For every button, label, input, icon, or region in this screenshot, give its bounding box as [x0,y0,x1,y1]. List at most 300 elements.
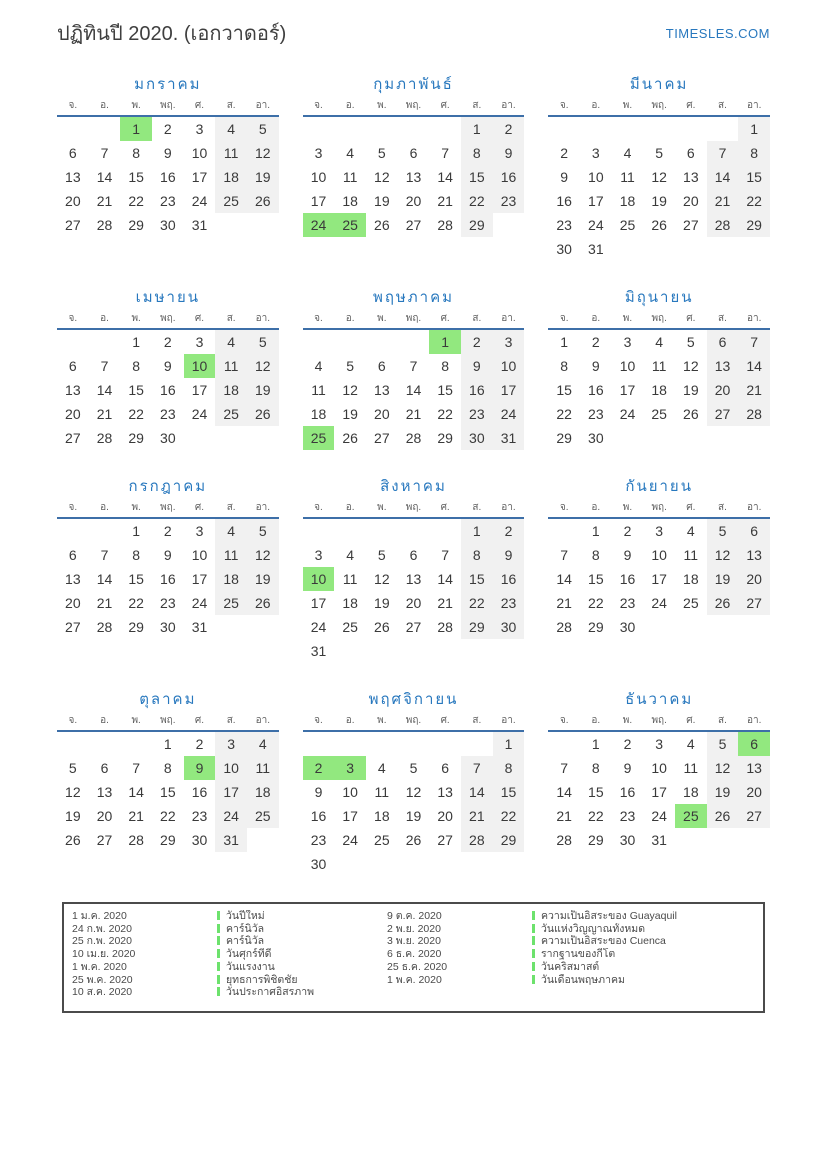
day-cell: 1 [132,334,141,350]
empty-cell [398,117,430,141]
day-cell: 12 [683,358,699,374]
day-cell: 22 [556,406,572,422]
day-cell: 10 [215,756,247,780]
day-cell: 26 [342,430,358,446]
day-cell: 16 [191,784,208,800]
weekday-label: อ. [345,502,355,513]
legend-color-bar [532,962,535,971]
weekday-label: ศ. [440,313,450,324]
empty-cell [334,519,366,543]
month-calendar [548,689,770,876]
legend-name [532,948,755,961]
legend-holiday-name: ความเป็นอิสระของ Cuenca [541,935,666,948]
day-cell: 18 [374,808,390,824]
day-cell: 12 [342,382,358,398]
empty-cell [89,330,121,354]
day-cell: 28 [461,828,493,852]
month-calendar [548,476,770,663]
day-cell: 15 [437,382,453,398]
day-cell: 19 [707,780,739,804]
holiday-day-cell: 1 [120,117,152,141]
empty-cell [429,117,461,141]
day-cell: 17 [588,193,604,209]
day-cell: 15 [160,784,176,800]
day-cell: 1 [738,117,770,141]
legend-holiday-name: วันประกาศอิสรภาพ [226,986,315,999]
day-cell: 24 [342,832,358,848]
day-cell: 17 [342,808,358,824]
day-cell: 20 [65,595,81,611]
day-cell: 1 [461,117,493,141]
day-cell: 11 [651,358,667,374]
day-cell: 27 [96,832,113,848]
weekday-label: ส. [472,715,482,726]
day-cell: 4 [623,145,632,161]
day-cell: 9 [623,547,632,563]
month-title: กรกฎาคม [128,478,208,495]
day-cell: 20 [374,406,390,422]
day-cell: 2 [591,334,600,350]
day-cell: 16 [493,165,525,189]
legend-color-bar [532,975,535,984]
day-cell: 17 [310,595,327,611]
empty-cell [303,117,335,141]
weekday-label: พฤ. [160,313,176,324]
weekday-label: อ. [345,100,355,111]
day-cell: 11 [247,756,279,780]
day-cell: 11 [620,169,635,185]
day-cell: 22 [461,591,493,615]
weekday-label: อ. [100,502,109,513]
day-cell: 6 [441,760,450,776]
day-cell: 12 [707,543,739,567]
day-cell: 8 [132,358,141,374]
day-cell: 17 [619,382,636,398]
day-cell: 25 [215,591,247,615]
day-cell: 23 [160,406,176,422]
day-cell: 20 [437,808,453,824]
day-cell: 16 [588,382,604,398]
weekday-label: พ. [131,715,141,726]
day-cell: 16 [461,378,493,402]
day-cell: 9 [314,784,323,800]
day-cell: 31 [588,241,604,257]
day-cell: 26 [65,832,81,848]
day-cell: 10 [191,547,208,563]
day-cell: 17 [651,571,667,587]
weekday-label: พฤ. [405,100,422,111]
day-cell: 16 [160,571,176,587]
empty-cell [366,519,398,543]
empty-cell [120,732,152,756]
day-cell: 18 [651,382,667,398]
month-calendar [57,689,279,876]
day-cell: 25 [215,402,247,426]
day-cell: 4 [346,547,355,563]
legend-holiday-name: วันปีใหม่ [226,910,265,922]
empty-cell [303,519,335,543]
day-cell: 26 [247,189,279,213]
day-cell: 29 [588,832,604,848]
empty-cell [89,519,121,543]
legend-name [532,923,755,936]
weekday-label: อา. [255,502,271,513]
weekday-label: อา. [746,502,762,513]
weekday-label: พ. [131,313,141,324]
day-cell: 27 [738,804,770,828]
day-cell: 10 [651,760,667,776]
day-cell: 17 [651,784,667,800]
weekday-label: ศ. [194,313,205,324]
day-cell: 21 [437,595,453,611]
day-cell: 3 [195,523,204,539]
day-cell: 21 [707,189,739,213]
day-cell: 5 [377,145,386,161]
empty-cell [57,519,89,543]
holiday-day-cell: 1 [429,330,461,354]
month-calendar [303,689,525,876]
day-cell: 10 [342,784,358,800]
day-cell: 18 [215,567,247,591]
days-grid [548,117,770,261]
day-cell: 18 [247,780,279,804]
day-cell: 22 [588,808,604,824]
day-cell: 17 [493,378,525,402]
day-cell: 8 [461,543,493,567]
month-calendar [57,476,279,663]
legend-name [532,974,755,987]
legend-name [217,961,387,974]
empty-cell [57,732,89,756]
empty-cell [707,117,739,141]
weekday-label: พฤ. [405,313,422,324]
weekday-label: พฤ. [160,715,176,726]
legend-holiday-name: รากฐานของกีโต [541,948,616,961]
day-cell: 2 [163,523,172,539]
day-cell: 24 [215,804,247,828]
weekday-row [57,312,279,330]
month-title: กุมภาพันธ์ [373,76,454,93]
day-cell: 31 [310,643,327,659]
holiday-day-cell: 24 [303,213,335,237]
empty-cell [612,117,644,141]
day-cell: 18 [619,193,636,209]
weekday-label: จ. [559,100,569,111]
day-cell: 9 [163,358,172,374]
day-cell: 12 [651,169,667,185]
day-cell: 8 [132,547,141,563]
day-cell: 2 [493,117,525,141]
day-cell: 23 [191,808,208,824]
day-cell: 29 [128,430,144,446]
day-cell: 12 [65,784,81,800]
day-cell: 2 [163,334,172,350]
legend-date: 25 พ.ค. 2020 [72,973,133,986]
day-cell: 23 [461,402,493,426]
day-cell: 21 [128,808,144,824]
day-cell: 20 [65,193,81,209]
day-cell: 5 [247,519,279,543]
day-cell: 9 [493,141,525,165]
legend-holiday-name: วันแรงงาน [226,960,275,973]
day-cell: 25 [651,406,667,422]
day-cell: 22 [461,189,493,213]
weekday-row [548,99,770,117]
day-cell: 21 [96,406,113,422]
day-cell: 27 [738,591,770,615]
weekday-label: จ. [314,100,323,111]
month-title: เมษายน [135,289,201,306]
day-cell: 23 [619,595,636,611]
legend-name [217,923,387,936]
day-cell: 13 [405,571,422,587]
day-cell: 23 [556,217,572,233]
day-cell: 22 [738,189,770,213]
legend-date: 1 ม.ค. 2020 [72,910,127,922]
day-cell: 8 [560,358,569,374]
day-cell: 7 [441,145,450,161]
month-calendar [548,287,770,450]
day-cell: 5 [346,358,355,374]
day-cell: 6 [707,330,739,354]
day-cell: 3 [314,547,323,563]
weekday-row [303,501,525,519]
empty-cell [398,330,430,354]
day-cell: 23 [493,591,525,615]
month-calendar [303,74,525,261]
empty-cell [398,519,430,543]
legend-holiday-name: วันคริสมาสต์ [541,960,600,973]
day-cell: 25 [342,619,358,635]
weekday-label: จ. [314,715,323,726]
day-cell: 18 [215,378,247,402]
day-cell: 20 [96,808,113,824]
day-cell: 1 [591,736,600,752]
day-cell: 3 [591,145,600,161]
day-cell: 12 [374,571,390,587]
day-cell: 28 [128,832,144,848]
day-cell: 19 [247,165,279,189]
legend-date: 2 พ.ย. 2020 [387,922,441,935]
day-cell: 19 [247,567,279,591]
day-cell: 10 [619,358,636,374]
day-cell: 29 [461,615,493,639]
day-cell: 4 [686,523,695,539]
day-cell: 18 [342,193,358,209]
legend-date: 9 ต.ค. 2020 [387,910,442,922]
day-cell: 28 [437,217,453,233]
weekday-row [548,312,770,330]
page-header [0,0,827,49]
legend-holiday-name: วันศุกร์ที่ดี [226,948,272,961]
day-cell: 8 [591,547,600,563]
weekday-row [303,714,525,732]
days-grid [57,519,279,639]
legend-holiday-name: วันแห่งวิญญาณทั้งหมด [541,922,646,935]
legend-color-bar [217,949,220,958]
day-cell: 19 [65,808,81,824]
day-cell: 6 [686,145,695,161]
day-cell: 21 [738,378,770,402]
day-cell: 15 [128,571,144,587]
legend-date: 3 พ.ย. 2020 [387,935,441,948]
day-cell: 25 [374,832,390,848]
weekday-label: จ. [314,502,323,513]
day-cell: 10 [310,169,327,185]
day-cell: 28 [96,430,113,446]
day-cell: 4 [247,732,279,756]
legend-date: 10 เม.ย. 2020 [72,948,136,961]
day-cell: 29 [461,213,493,237]
legend-name [217,974,387,987]
day-cell: 5 [68,760,77,776]
day-cell: 16 [619,571,636,587]
weekday-row [548,714,770,732]
day-cell: 17 [191,571,208,587]
legend-name [217,986,387,999]
day-cell: 20 [738,567,770,591]
weekday-label: อ. [591,715,601,726]
site-link[interactable]: TIMESLES.COM [665,26,770,41]
days-grid [57,117,279,237]
day-cell: 28 [96,217,113,233]
day-cell: 7 [707,141,739,165]
weekday-row [303,99,525,117]
weekday-label: จ. [68,715,78,726]
weekday-label: ส. [472,502,482,513]
day-cell: 23 [310,832,327,848]
day-cell: 22 [128,193,144,209]
day-cell: 9 [461,354,493,378]
weekday-label: ศ. [686,502,696,513]
day-cell: 19 [651,193,667,209]
legend-date: 24 ก.พ. 2020 [72,922,132,935]
weekday-row [548,501,770,519]
day-cell: 30 [160,430,176,446]
holiday-day-cell: 25 [334,213,366,237]
days-grid [57,330,279,450]
empty-cell [461,732,493,756]
weekday-label: ศ. [194,100,205,111]
day-cell: 19 [405,808,422,824]
legend-color-bar [217,911,220,920]
holiday-day-cell: 6 [738,732,770,756]
weekday-label: พฤ. [651,313,667,324]
day-cell: 2 [623,736,632,752]
legend-name [217,910,387,923]
weekday-label: พ. [622,100,633,111]
day-cell: 22 [437,406,453,422]
day-cell: 24 [493,402,525,426]
day-cell: 28 [556,619,572,635]
day-cell: 20 [738,780,770,804]
day-cell: 1 [132,523,141,539]
day-cell: 6 [68,145,77,161]
days-grid [303,117,525,237]
month-title: มิถุนายน [624,289,694,306]
day-cell: 20 [65,406,81,422]
month-calendar [57,287,279,450]
day-cell: 30 [191,832,208,848]
day-cell: 23 [588,406,604,422]
empty-cell [57,330,89,354]
day-cell: 24 [191,406,208,422]
day-cell: 27 [65,619,81,635]
month-calendar [303,287,525,450]
day-cell: 5 [707,519,739,543]
day-cell: 23 [619,808,636,824]
day-cell: 27 [65,217,81,233]
empty-cell [398,732,430,756]
day-cell: 19 [247,378,279,402]
day-cell: 31 [191,619,208,635]
weekday-label: จ. [68,100,78,111]
weekday-label: พฤ. [651,715,667,726]
month-title: สิงหาคม [380,478,447,495]
day-cell: 17 [310,193,327,209]
day-cell: 23 [493,189,525,213]
day-cell: 8 [461,141,493,165]
legend-name [217,935,387,948]
days-grid [548,519,770,639]
weekday-label: พ. [131,502,141,513]
day-cell: 21 [461,804,493,828]
weekday-label: อา. [255,313,271,324]
legend-color-bar [217,962,220,971]
weekday-label: อา. [746,100,762,111]
day-cell: 21 [96,193,113,209]
day-cell: 15 [493,780,525,804]
weekday-label: พ. [622,502,633,513]
day-cell: 30 [461,426,493,450]
weekday-label: ศ. [194,502,205,513]
day-cell: 5 [686,334,695,350]
day-cell: 24 [191,595,208,611]
day-cell: 25 [215,189,247,213]
day-cell: 3 [215,732,247,756]
day-cell: 4 [215,519,247,543]
day-cell: 30 [619,832,636,848]
day-cell: 11 [683,760,699,776]
day-cell: 4 [346,145,355,161]
day-cell: 26 [651,217,667,233]
day-cell: 6 [100,760,109,776]
day-cell: 19 [374,193,390,209]
day-cell: 2 [163,121,172,137]
day-cell: 6 [377,358,386,374]
day-cell: 6 [68,358,77,374]
day-cell: 19 [342,406,358,422]
weekday-label: อ. [591,313,601,324]
day-cell: 4 [215,330,247,354]
weekday-label: ส. [226,715,236,726]
day-cell: 23 [160,595,176,611]
day-cell: 18 [683,571,699,587]
day-cell: 27 [707,402,739,426]
day-cell: 9 [623,760,632,776]
day-cell: 14 [405,382,422,398]
legend-holiday-name: คาร์นิวัล [226,935,265,948]
days-grid [548,732,770,852]
day-cell: 7 [441,547,450,563]
day-cell: 29 [128,619,144,635]
day-cell: 27 [405,619,422,635]
day-cell: 15 [738,165,770,189]
weekday-label: จ. [559,715,569,726]
weekday-label: ส. [472,100,482,111]
day-cell: 26 [707,804,739,828]
day-cell: 4 [215,117,247,141]
